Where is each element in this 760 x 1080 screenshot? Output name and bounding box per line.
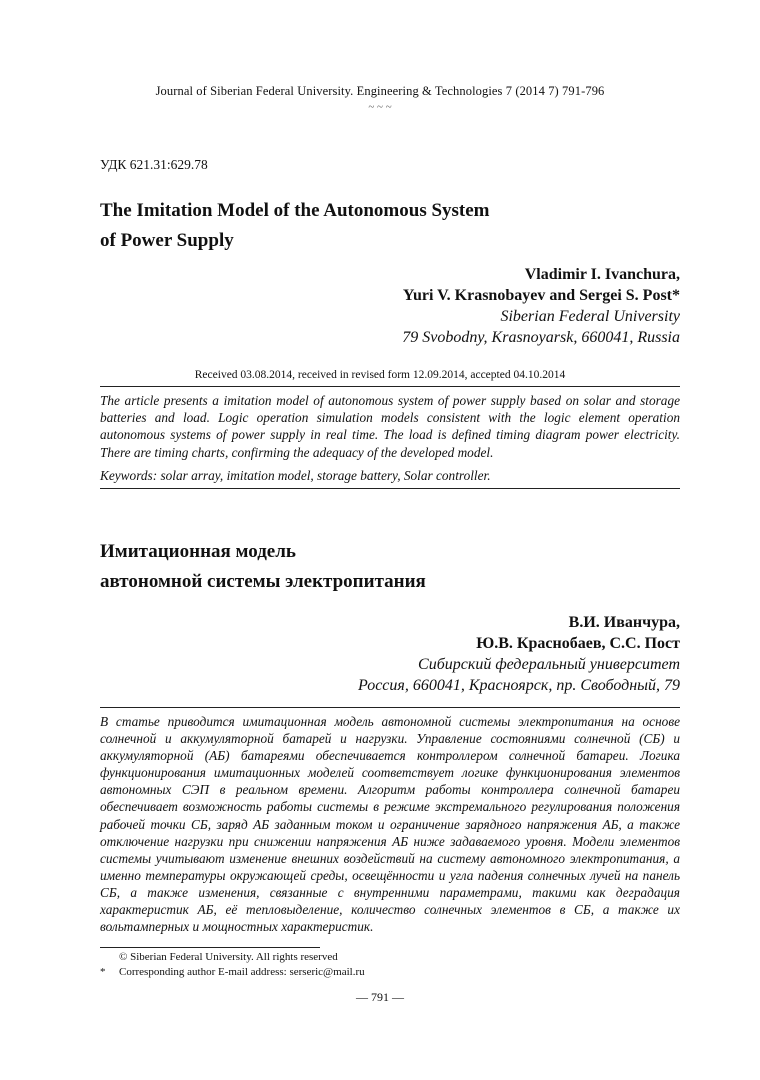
authors-ru-line2: Ю.В. Краснобаев, С.С. Пост (476, 635, 680, 652)
corresponding-author-text: Corresponding author E-mail address: serseric@mail.ru (119, 966, 365, 978)
received-dates: Received 03.08.2014, received in revised form 12.09.2014, accepted 04.10.2014 (194, 369, 566, 381)
address-en: 79 Svobodny, Krasnoyarsk, 660041, Russia (402, 329, 680, 346)
authors-block-en (402, 264, 680, 348)
udk-code: УДК 621.31:629.78 (100, 157, 208, 172)
abstract-ru: В статье приводится имитационная модель автономной системы электропитания на основе солнечной и аккумуляторной батарей и нагрузки. Управление состояниями солнечной (СБ) и аккумуляторной (АБ) батареями обеспечивается контроллером солнечной батареи. Логика функционирования имитационных моделей соответствует логике функционирования элементов автономных СЭП в реальном времени. Алгоритм работы контроллера солнечной батареи обеспечивает возможность работы системы в режиме экстремального регулирования положения рабочей точки СБ, заряд АБ заданным током и ограничение зарядного напряжения АБ, а также отключение нагрузки при снижении напряжения АБ ниже задаваемого уровня. Модели элементов системы учитывают изменение внешних воздействий на систему автономного электропитания, а именно температуры окружающей среды, освещённости и угла падения солнечных лучей на панель СБ, а также изменения, связанные с внутренними параметрами, такими как деградация характеристик АБ, её тепловыделение, количество солнечных элементов в СБ, а также их вольтамперных и мощностных характеристик. (100, 714, 680, 935)
authors-block-ru (358, 612, 680, 696)
affiliation-en: Siberian Federal University (500, 308, 680, 325)
authors-ru-line1: В.И. Иванчура, (568, 614, 680, 631)
abstract-en: The article presents a imitation model of autonomous system of power supply based on solar and storage batteries and load. Logic operation simulation models consistent with the logic element operation autonomous systems of power supply in real time. The load is defined timing diagram power electricity. There are timing charts, confirming the adequacy of the developed model. (100, 393, 680, 460)
page-number: — 791 — (356, 990, 404, 1004)
authors-en-line2: Yuri V. Krasnobayev and Sergei S. Post* (402, 287, 680, 304)
title-en-line2: of Power Supply (100, 230, 234, 251)
affiliation-ru: Сибирский федеральный университет (418, 656, 680, 673)
corresponding-footnote (100, 966, 365, 978)
journal-header: Journal of Siberian Federal University. Engineering & Technologies 7 (2014 7) 791-796 (155, 84, 605, 98)
article-title-en (100, 196, 660, 256)
footnote-marker: * (100, 966, 106, 978)
footnote-rule (100, 947, 320, 948)
abstract-bottom-rule (100, 488, 680, 489)
copyright-footnote: © Siberian Federal University. All rights reserved (119, 951, 338, 963)
title-ru-line1: Имитационная модель (100, 541, 296, 562)
keywords-en: Keywords: solar array, imitation model, storage battery, Solar controller. (100, 468, 491, 483)
title-ru-line2: автономной системы электропитания (100, 571, 426, 592)
abstract-ru-top-rule (100, 707, 680, 708)
article-title-ru (100, 537, 660, 597)
address-ru: Россия, 660041, Красноярск, пр. Свободный, 79 (358, 677, 680, 694)
title-en-line1: The Imitation Model of the Autonomous System (100, 200, 490, 221)
abstract-top-rule (100, 386, 680, 387)
header-ornament: ~ ~ ~ (368, 101, 392, 113)
authors-en-line1: Vladimir I. Ivanchura, (524, 266, 680, 283)
